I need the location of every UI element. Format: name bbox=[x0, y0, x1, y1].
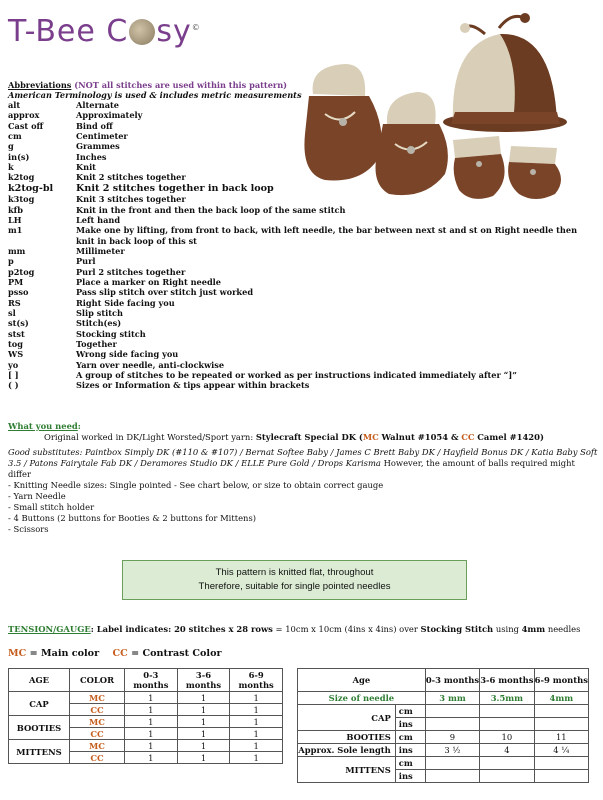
col-age: AGE bbox=[9, 669, 70, 692]
yarn-substitutes: Good substitutes: Paintbox Simply DK (#110 & #107) / Bernat Softee Baby / James C Brett Baby DK / Hayfield Bonus DK / Katia Baby Soft 3.5 / Patons Fairytale Fab DK / Deramores Studio DK / ELLE Pure Gold / Drops Karisma However, the amount of balls required might differ bbox=[8, 447, 598, 479]
abbreviation-row bbox=[8, 349, 598, 359]
abbreviation-key: p bbox=[8, 256, 14, 267]
abbreviation-key: yo bbox=[8, 359, 19, 370]
abbreviation-meaning: Knit 2 stitches together in back loop bbox=[76, 182, 274, 194]
abbreviation-row bbox=[8, 287, 598, 297]
abbreviation-row bbox=[8, 194, 598, 204]
abbreviation-key: mm bbox=[8, 245, 26, 256]
table-row: CC 1 1 1 bbox=[9, 752, 283, 764]
abbreviation-row bbox=[8, 215, 598, 225]
abbreviation-meaning: Centimeter bbox=[76, 131, 128, 142]
abbreviation-meaning: Knit 3 stitches together bbox=[76, 194, 186, 205]
what-you-need-section: What you need: Original worked in DK/Light Worsted/Sport yarn: Stylecraft Special DK (MC Walnut #1054 & CC Camel #1420) Good substitutes: Paintbox Simply DK (#110 & #107) / Bernat Softee Baby / James C Brett Baby DK / Hayfield Bonus DK / Katia Baby Soft 3.5 / Patons Fairytale Fab DK / Deramores Studio DK / ELLE Pure Gold / Drops Karisma However, the amount of balls required might differ - Knitting Needle sizes: Single pointed - See chart below, or size to obtain correct gauge - Yarn Needle - Small stitch holder - 4 Buttons (2 buttons for Booties & 2 buttons for Mittens) - Scissors bbox=[8, 421, 598, 534]
abbreviation-meaning: Make one by lifting, from front to back, with left needle, the bar between next st and st on Right needle then knit in back loop of this st bbox=[76, 225, 578, 246]
abbreviation-row bbox=[8, 183, 598, 195]
supply-item: - Small stitch holder bbox=[8, 502, 95, 512]
yarn-ball-icon bbox=[129, 19, 155, 45]
abbreviation-row bbox=[8, 360, 598, 370]
abbreviation-row bbox=[8, 152, 598, 162]
abbreviation-meaning: Wrong side facing you bbox=[76, 349, 179, 360]
col-color: COLOR bbox=[70, 669, 125, 692]
abbreviation-key: LH bbox=[8, 214, 22, 225]
abbreviation-row bbox=[8, 110, 598, 120]
abbreviation-row bbox=[8, 370, 598, 380]
abbreviation-row bbox=[8, 162, 598, 172]
abbreviation-row bbox=[8, 267, 598, 277]
yarn-amount-table: AGE COLOR 0-3 months 3-6 months 6-9 months CAP MC 1 1 1 CC 1 1 1 BOOTIES MC 1 1 1 CC 1 1 1 MITTENS MC 1 1 1 CC 1 1 1 bbox=[8, 668, 283, 764]
abbreviation-key: st(s) bbox=[8, 318, 29, 329]
abbreviation-key: approx bbox=[8, 110, 40, 121]
abbreviation-key: kfb bbox=[8, 204, 23, 215]
abbreviation-row bbox=[8, 277, 598, 287]
supply-item: - Yarn Needle bbox=[8, 491, 66, 501]
table-row: MITTENS MC 1 1 1 bbox=[9, 740, 283, 752]
abbreviation-key: m1 bbox=[8, 225, 23, 236]
table-row: CAP MC 1 1 1 bbox=[9, 692, 283, 704]
abbreviation-row bbox=[8, 172, 598, 182]
abbreviation-meaning: Stitch(es) bbox=[76, 318, 122, 329]
abbreviation-row bbox=[8, 308, 598, 318]
abbreviation-key: p2tog bbox=[8, 266, 35, 277]
abbreviation-row bbox=[8, 121, 598, 131]
abbreviation-key: WS bbox=[8, 349, 24, 360]
abbreviation-key: k bbox=[8, 162, 14, 173]
abbreviation-meaning: Right Side facing you bbox=[76, 297, 175, 308]
supply-item: - 4 Buttons (2 buttons for Booties & 2 buttons for Mittens) bbox=[8, 513, 257, 523]
abbreviation-meaning: Purl bbox=[76, 256, 96, 267]
abbreviation-key: tog bbox=[8, 339, 23, 350]
original-yarn: Original worked in DK/Light Worsted/Sport yarn: Stylecraft Special DK (MC Walnut #1054 & CC Camel #1420) bbox=[44, 432, 544, 442]
abbreviation-meaning: Purl 2 stitches together bbox=[76, 266, 186, 277]
supply-item: - Scissors bbox=[8, 524, 49, 534]
abbreviation-meaning: Pass slip stitch over stitch just worked bbox=[76, 287, 254, 298]
tension-gauge: TENSION/GAUGE: Label indicates: 20 stitches x 28 rows = 10cm x 10cm (4ins x 4ins) over Stocking Stitch using 4mm needles bbox=[8, 624, 581, 634]
abbreviation-key: k3tog bbox=[8, 194, 35, 205]
abbreviation-key: k2tog-bl bbox=[8, 182, 54, 194]
abbreviations-note: (NOT all stitches are used within this pattern) bbox=[74, 80, 288, 90]
abbreviation-row bbox=[8, 339, 598, 349]
abbreviation-row bbox=[8, 141, 598, 151]
abbreviation-key: [ ] bbox=[8, 370, 19, 381]
abbreviation-row bbox=[8, 225, 598, 246]
abbreviation-meaning: Yarn over needle, anti-clockwise bbox=[76, 359, 225, 370]
abbreviations-header bbox=[8, 80, 302, 100]
abbreviation-row bbox=[8, 318, 598, 328]
abbreviation-meaning: Knit 2 stitches together bbox=[76, 172, 186, 183]
abbreviation-key: alt bbox=[8, 100, 21, 110]
abbreviations-title: Abbreviations bbox=[8, 80, 72, 90]
abbreviation-key: RS bbox=[8, 297, 21, 308]
color-key: MC = Main color CC = Contrast Color bbox=[8, 648, 222, 659]
abbreviation-key: cm bbox=[8, 131, 22, 142]
abbreviation-meaning: Alternate bbox=[76, 100, 120, 110]
abbreviation-row bbox=[8, 246, 598, 256]
abbreviation-meaning: Approximately bbox=[76, 110, 143, 121]
abbreviation-key: Cast off bbox=[8, 120, 44, 131]
abbreviation-meaning: Sizes or Information & tips appear within brackets bbox=[76, 380, 310, 391]
abbreviation-row bbox=[8, 298, 598, 308]
needle-size-table: Age 0-3 months 3-6 months 6-9 months Size of needle 3 mm 3.5mm 4mm CAP cm ins BOOTIES cm 9 10 11 Approx. Sole length ins 3 ½ 4 4 ¼ MITTENS cm ins bbox=[297, 668, 589, 783]
abbreviation-row bbox=[8, 380, 598, 390]
what-you-need-heading: What you need bbox=[8, 421, 78, 431]
table-row: BOOTIES MC 1 1 1 bbox=[9, 716, 283, 728]
abbreviation-key: ( ) bbox=[8, 380, 19, 391]
abbreviation-key: g bbox=[8, 141, 14, 152]
abbreviation-meaning: Place a marker on Right needle bbox=[76, 277, 222, 287]
abbreviation-row bbox=[8, 100, 598, 110]
supplies-list bbox=[8, 480, 598, 535]
abbreviation-meaning: Bind off bbox=[76, 120, 113, 131]
abbreviation-row bbox=[8, 256, 598, 266]
abbreviation-key: sl bbox=[8, 308, 16, 319]
abbreviation-meaning: A group of stitches to be repeated or worked as per instructions indicated immediately after “]” bbox=[76, 370, 517, 381]
abbreviation-meaning: Together bbox=[76, 339, 117, 350]
abbreviation-key: psso bbox=[8, 287, 29, 298]
abbreviation-meaning: Grammes bbox=[76, 141, 120, 152]
flat-knitting-note: This pattern is knitted flat, throughout Therefore, suitable for single pointed needles bbox=[122, 560, 467, 600]
supply-item: - Knitting Needle sizes: Single pointed - See chart below, or size to obtain correct gauge bbox=[8, 480, 384, 490]
abbreviation-row bbox=[8, 205, 598, 215]
abbreviation-meaning: Left hand bbox=[76, 214, 121, 225]
abbreviation-meaning: Millimeter bbox=[76, 245, 125, 256]
abbreviation-key: stst bbox=[8, 328, 25, 339]
abbreviation-row bbox=[8, 131, 598, 141]
brand-logo: T-Bee C sy© bbox=[8, 14, 201, 49]
abbreviation-meaning: Knit in the front and then the back loop of the same stitch bbox=[76, 204, 346, 215]
abbreviation-meaning: Slip stitch bbox=[76, 308, 123, 319]
abbreviation-meaning: Stocking stitch bbox=[76, 328, 146, 339]
abbreviation-key: PM bbox=[8, 277, 24, 287]
table-row: CC 1 1 1 bbox=[9, 704, 283, 716]
abbreviation-meaning: Inches bbox=[76, 151, 107, 162]
abbreviation-meaning: Knit bbox=[76, 162, 96, 173]
table-row: CC 1 1 1 bbox=[9, 728, 283, 740]
abbreviation-key: k2tog bbox=[8, 172, 35, 183]
terminology-note: American Terminology is used & includes metric measurements bbox=[8, 90, 302, 100]
abbreviation-key: in(s) bbox=[8, 151, 30, 162]
abbreviations-list bbox=[8, 100, 598, 391]
abbreviation-row bbox=[8, 329, 598, 339]
